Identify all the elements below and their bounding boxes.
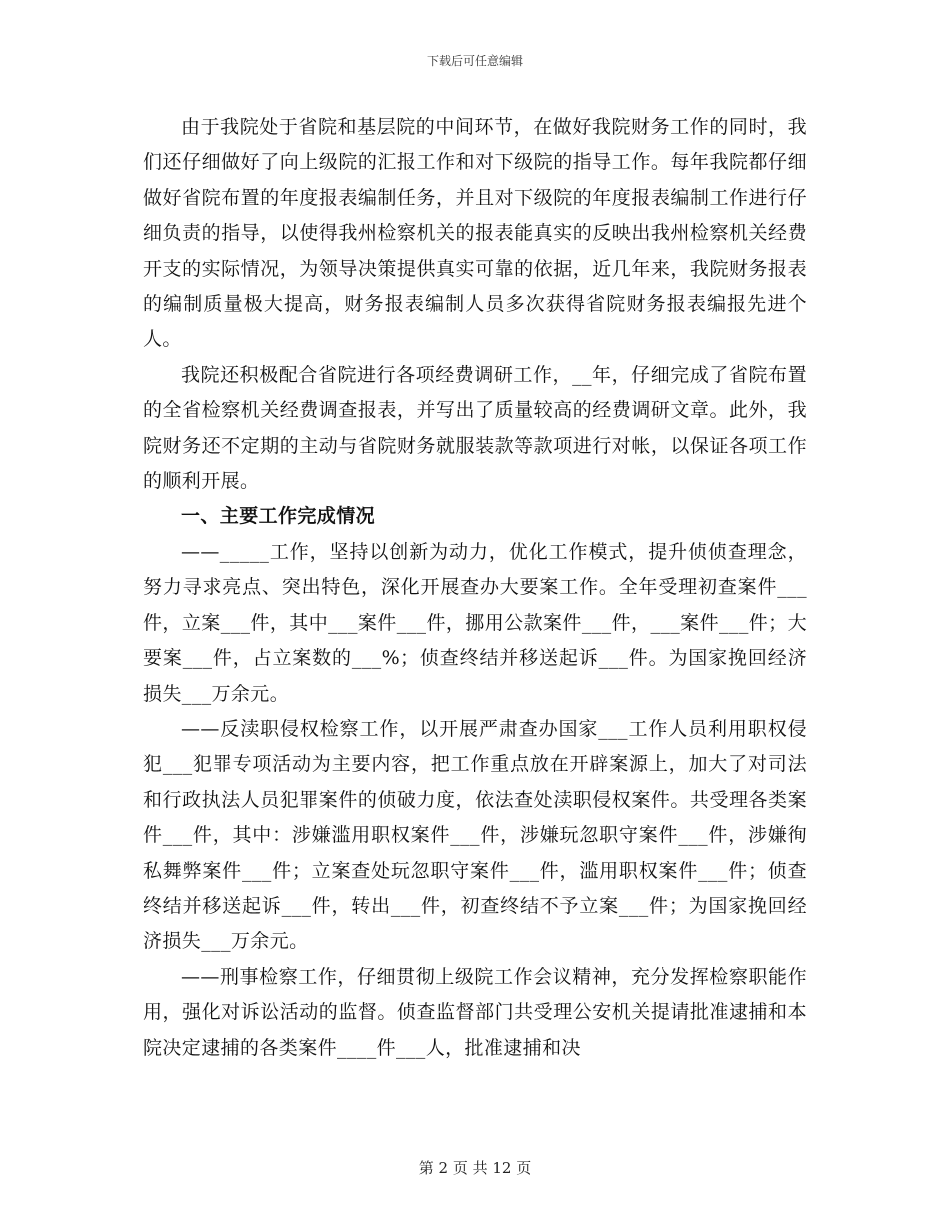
- page-number: 第 2 页 共 12 页: [418, 1159, 532, 1177]
- document-body: [143, 110, 807, 1066]
- paragraph-funding-research: 我院还积极配合省院进行各项经费调研工作，__年，仔细完成了省院布置的全省检察机关经费调查报表，并写出了质量较高的经费调研文章。此外，我院财务还不定期的主动与省院财务就服装款等款项进行对帐，以保证各项工作的顺利开展。: [143, 363, 807, 493]
- paragraph-case-investigation: ——_____工作，坚持以创新为动力，优化工作模式，提升侦侦查理念，努力寻求亮点、突出特色，深化开展查办大要案工作。全年受理初查案件___件，立案___件，其中___案件___件，挪用公款案件___件，___案件___件；大要案___件，占立案数的___%；侦查终结并移送起诉___件。为国家挽回经济损失___万余元。: [143, 540, 807, 705]
- section-heading: 一、主要工作完成情况: [181, 505, 376, 528]
- paragraph-anti-malfeasance: ——反渎职侵权检察工作，以开展严肃查办国家___工作人员利用职权侵犯___犯罪专项活动为主要内容，把工作重点放在开辟案源上，加大了对司法和行政执法人员犯罪案件的侦破力度，依法查处渎职侵权案件。共受理各类案件___件，其中：涉嫌滥用职权案件___件，涉嫌玩忽职守案件___件，涉嫌徇私舞弊案件___件；立案查处玩忽职守案件___件，滥用职权案件___件；侦查终结并移送起诉___件，转出___件，初查终结不予立案___件；为国家挽回经济损失___万余元。: [143, 717, 807, 953]
- page-header-note: 下载后可任意编辑: [426, 54, 523, 68]
- paragraph-criminal-procuratorate: ——刑事检察工作，仔细贯彻上级院工作会议精神，充分发挥检察职能作用，强化对诉讼活动的监督。侦查监督部门共受理公安机关提请批准逮捕和本院决定逮捕的各类案件____件___人，批准逮捕和决: [143, 965, 807, 1059]
- paragraph-finance-reporting: 由于我院处于省院和基层院的中间环节，在做好我院财务工作的同时，我们还仔细做好了向上级院的汇报工作和对下级院的指导工作。每年我院都仔细做好省院布置的年度报表编制任务，并且对下级院的年度报表编制工作进行仔细负责的指导，以使得我州检察机关的报表能真实的反映出我州检察机关经费开支的实际情况，为领导决策提供真实可靠的依据，近几年来，我院财务报表的编制质量极大提高，财务报表编制人员多次获得省院财务报表编报先进个人。: [143, 116, 807, 351]
